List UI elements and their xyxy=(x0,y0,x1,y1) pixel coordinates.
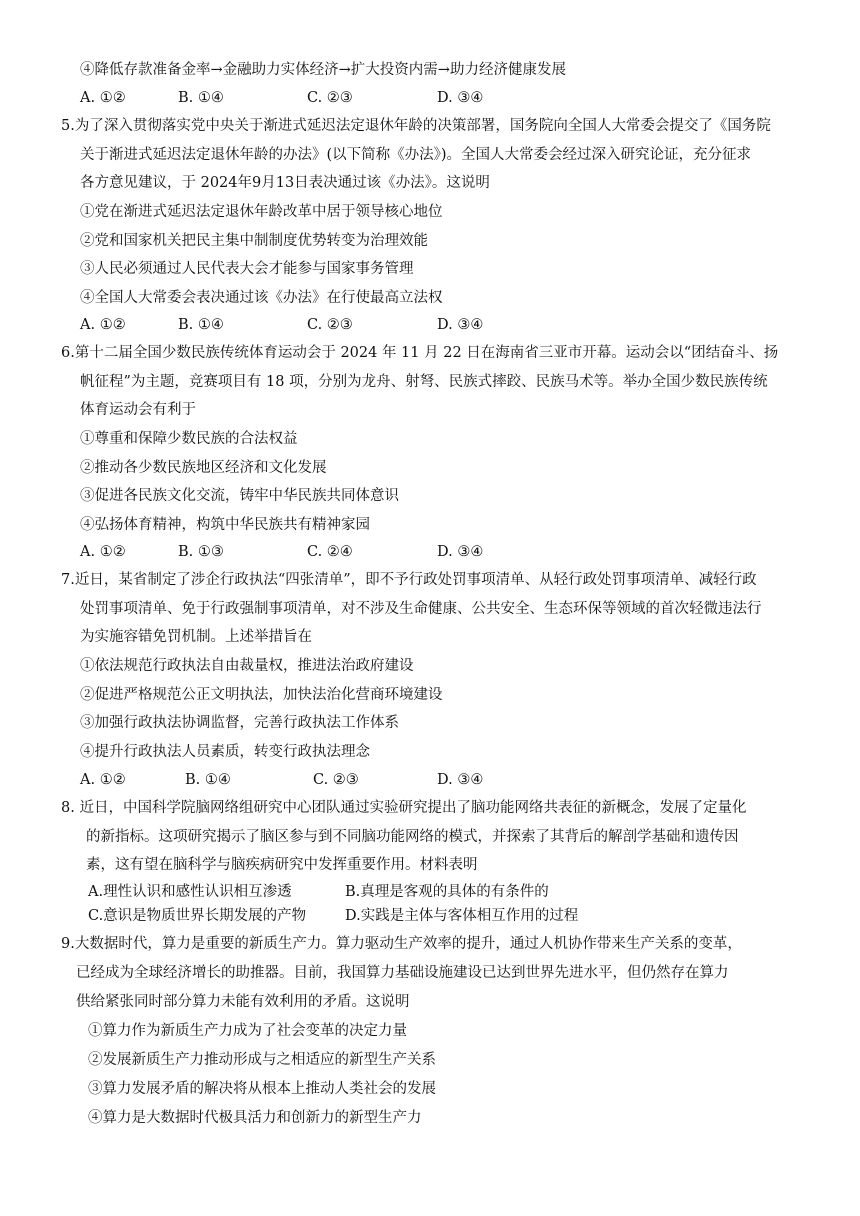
q6-stem-line-1: 6.第十二届全国少数民族传统体育运动会于 2024 年 11 月 22 日在海南省三亚市开幕。运动会以“团结奋斗、扬 xyxy=(61,345,779,361)
q5-item-1: ①党在渐进式延迟法定退休年龄改革中居于领导核心地位 xyxy=(80,204,443,220)
q6-item-2: ②推动各少数民族地区经济和文化发展 xyxy=(80,460,327,476)
q5-option-b: B. ①④ xyxy=(178,317,224,333)
q4-option-b: B. ①④ xyxy=(178,90,224,106)
q5-item-2: ②党和国家机关把民主集中制制度优势转变为治理效能 xyxy=(80,233,428,249)
q6-stem-line-2: 帆征程”为主题，竞赛项目有 18 项，分别为龙舟、射弩、民族式摔跤、民族马术等。举办全国少数民族传统 xyxy=(80,374,768,390)
q6-option-b: B. ①③ xyxy=(178,544,224,560)
q5-stem-line-3: 各方意见建议，于 2024年9月13日表决通过该《办法》。这说明 xyxy=(80,175,490,191)
q5-item-4: ④全国人大常委会表决通过该《办法》在行使最高立法权 xyxy=(80,290,443,306)
q5-option-a: A. ①② xyxy=(80,317,126,333)
q8-option-b: B.真理是客观的具体的有条件的 xyxy=(345,884,549,900)
q5-option-d: D. ③④ xyxy=(437,317,484,333)
q7-item-2: ②促进严格规范公正文明执法，加快法治化营商环境建设 xyxy=(80,687,443,703)
q9-stem-line-1: 9.大数据时代，算力是重要的新质生产力。算力驱动生产效率的提升，通过人机协作带来生产关系的变革， xyxy=(61,936,742,952)
q9-stem-line-3: 供给紧张同时部分算力未能有效利用的矛盾。这说明 xyxy=(76,994,410,1010)
q5-option-c: C. ②③ xyxy=(307,317,353,333)
q7-stem-line-2: 处罚事项清单、免于行政强制事项清单，对不涉及生命健康、公共安全、生态环保等领域的首次轻微违法行 xyxy=(80,601,762,617)
q8-option-d: D.实践是主体与客体相互作用的过程 xyxy=(345,908,579,924)
q4-option-d: D. ③④ xyxy=(437,90,484,106)
q7-item-3: ③加强行政执法协调监督，完善行政执法工作体系 xyxy=(80,715,399,731)
q7-item-4: ④提升行政执法人员素质，转变行政执法理念 xyxy=(80,744,370,760)
q7-option-a: A. ①② xyxy=(80,772,126,788)
q6-item-4: ④弘扬体育精神，构筑中华民族共有精神家园 xyxy=(80,517,370,533)
q6-item-3: ③促进各民族文化交流，铸牢中华民族共同体意识 xyxy=(80,488,399,504)
q9-item-4: ④算力是大数据时代极具活力和创新力的新型生产力 xyxy=(88,1110,422,1126)
q7-stem-line-3: 为实施容错免罚机制。上述举措旨在 xyxy=(80,629,312,645)
q7-option-d: D. ③④ xyxy=(437,772,484,788)
q9-item-1: ①算力作为新质生产力成为了社会变革的决定力量 xyxy=(88,1023,407,1039)
q5-stem-line-2: 关于渐进式延迟法定退休年龄的办法》(以下简称《办法》)。全国人大常委会经过深入研究论证，充分征求 xyxy=(80,147,752,163)
q6-option-c: C. ②④ xyxy=(307,544,353,560)
q4-item-4: ④降低存款准备金率→金融助力实体经济→扩大投资内需→助力经济健康发展 xyxy=(80,62,566,78)
q4-option-a: A. ①② xyxy=(80,90,126,106)
q6-option-a: A. ①② xyxy=(80,544,126,560)
q6-item-1: ①尊重和保障少数民族的合法权益 xyxy=(80,431,298,447)
q8-option-a: A.理性认识和感性认识相互渗透 xyxy=(88,884,292,900)
q5-stem-line-1: 5.为了深入贯彻落实党中央关于渐进式延迟法定退休年龄的决策部署，国务院向全国人大常委会提交了《国务院 xyxy=(61,118,771,134)
q8-option-c: C.意识是物质世界长期发展的产物 xyxy=(88,908,307,924)
q9-item-2: ②发展新质生产力推动形成与之相适应的新型生产关系 xyxy=(88,1052,436,1068)
q9-item-3: ③算力发展矛盾的解决将从根本上推动人类社会的发展 xyxy=(88,1081,436,1097)
q7-stem-line-1: 7.近日，某省制定了涉企行政执法“四张清单”，即不予行政处罚事项清单、从轻行政处罚事项清单、减轻行政 xyxy=(61,572,757,588)
q7-option-b: B. ①④ xyxy=(185,772,231,788)
q5-item-3: ③人民必须通过人民代表大会才能参与国家事务管理 xyxy=(80,261,414,277)
q7-option-c: C. ②③ xyxy=(313,772,359,788)
q6-stem-line-3: 体育运动会有利于 xyxy=(80,402,196,418)
q8-stem-line-3: 素，这有望在脑科学与脑疾病研究中发挥重要作用。材料表明 xyxy=(86,857,478,873)
q9-stem-line-2: 已经成为全球经济增长的助推器。目前，我国算力基础设施建设已达到世界先进水平，但仍然存在算力 xyxy=(76,965,729,981)
q6-option-d: D. ③④ xyxy=(437,544,484,560)
q8-stem-line-1: 8. 近日，中国科学院脑网络组研究中心团队通过实验研究提出了脑功能网络共表征的新概念，发展了定量化 xyxy=(61,800,747,816)
q8-stem-line-2: 的新指标。这项研究揭示了脑区参与到不同脑功能网络的模式，并探索了其背后的解剖学基础和遗传因 xyxy=(86,829,739,845)
q7-item-1: ①依法规范行政执法自由裁量权，推进法治政府建设 xyxy=(80,658,414,674)
q4-option-c: C. ②③ xyxy=(307,90,353,106)
